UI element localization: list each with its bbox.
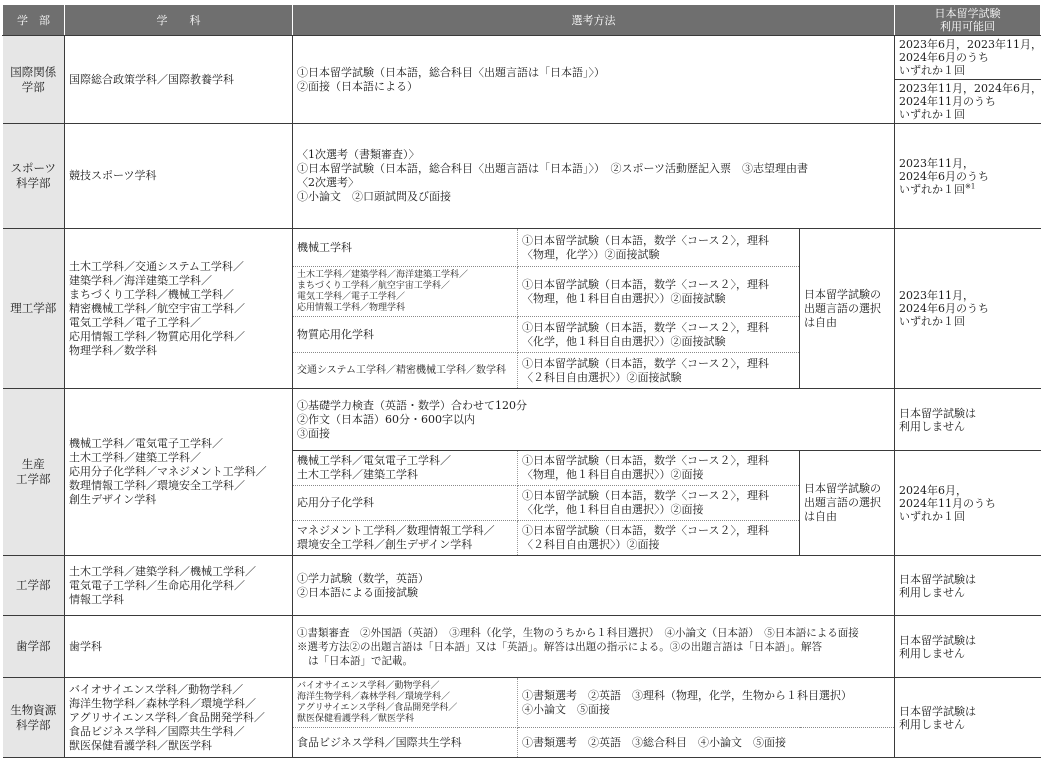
table-header-row — [3, 5, 1041, 36]
header-subjects: 学 科 — [65, 5, 293, 36]
sub-subject-line: 機械工学科 — [297, 240, 352, 254]
usage-line: 利用しません — [899, 419, 966, 433]
method-line: ①基礎学力検査（英語・数学）合わせて120分 — [297, 398, 527, 412]
usage-sports — [895, 124, 1041, 229]
sub-subject-line: バイオサイエンス学科／動物学科／ — [297, 680, 440, 691]
lang-line: 出題言語の選択 — [804, 496, 881, 509]
method-line: ①日本留学試験（日本語，数学〈コース２〉，理科 — [522, 524, 769, 537]
subject-line: 応用分子化学科／マネジメント工学科／ — [69, 465, 267, 478]
usage-line: いずれか１回 — [899, 315, 966, 328]
sub-subject-line: 土木工学科／建築工学科 — [297, 468, 418, 481]
subjects-shigaku: 歯学科 — [65, 616, 293, 678]
seibutsu-sub-subjects — [293, 678, 518, 728]
dept-seisan — [3, 389, 65, 556]
usage-line: いずれか１回 — [899, 64, 966, 77]
usage-kokusai-2 — [895, 80, 1041, 124]
riko-lang-note — [800, 229, 895, 389]
subject-line: 食品ビジネス学科／国際共生学科／ — [69, 724, 245, 738]
subjects-kokusai: 国際総合政策学科／国際教養学科 — [65, 36, 293, 124]
usage-line: 2023年6月，2023年11月， — [899, 38, 1042, 51]
method-line: 〈物理，他１科目自由選択〉）②面接試験 — [522, 291, 726, 305]
admissions-table — [2, 4, 1041, 758]
dept-sports — [3, 124, 65, 229]
usage-line: 2023年11月， — [899, 156, 975, 170]
method-line: ②日本語による面接試験 — [297, 585, 418, 599]
usage-text: いずれか１回 — [899, 182, 966, 196]
method-line: ④小論文 ⑤面接 — [522, 702, 610, 716]
dept-line: 学部 — [21, 79, 45, 94]
method-line: 〈２科目自由選択〉）②面接試験 — [522, 370, 682, 384]
sub-subject-line: 応用情報工学科／物理学科 — [297, 302, 406, 313]
usage-line: 2023年11月， — [899, 289, 975, 302]
sub-subject-line: 機械工学科／電気電子工学科／ — [297, 454, 451, 467]
sub-subject-line: 物質応用化学科 — [297, 327, 374, 341]
lang-line: 日本留学試験の — [804, 482, 881, 495]
dept-line: 生産 — [21, 457, 45, 471]
table-row — [3, 124, 1041, 229]
table-row — [3, 556, 1041, 616]
riko-sub-method — [518, 353, 800, 389]
usage-line: 日本留学試験は — [899, 633, 977, 647]
seibutsu-sub-method — [518, 678, 895, 728]
dept-seibutsu — [3, 678, 65, 758]
method-kokusai — [293, 36, 895, 124]
method-seisan-general — [293, 389, 895, 451]
usage-shigaku — [895, 616, 1041, 678]
seisan-sub-method — [518, 521, 800, 556]
subject-line: バイオサイエンス学科／動物学科／ — [69, 682, 244, 696]
sub-subject-line: アグリサイエンス学科／食品開発学科／ — [297, 702, 458, 713]
subject-line: 土木工学科／交通システム工学科／ — [69, 259, 244, 273]
sub-subject-line: 海洋生物学科／森林学科／環境学科／ — [297, 691, 451, 702]
method-line: ①書類選考 ②英語 ③総合科目 ④小論文 ⑤面接 — [522, 735, 786, 749]
seisan-sub-subjects — [293, 521, 518, 556]
method-line: 〈物理，他１科目自由選択〉）②面接 — [522, 468, 704, 481]
subject-line: 土木工学科／建築学科／機械工学科／ — [69, 564, 256, 578]
subject-line: 情報工学科 — [69, 592, 124, 606]
seibutsu-sub-method — [518, 728, 895, 758]
method-line: ①日本留学試験（日本語，数学〈コース２〉，理科 — [522, 454, 769, 467]
riko-sub-subjects — [293, 353, 518, 389]
sub-subject-line: 応用分子化学科 — [297, 496, 374, 509]
seisan-sub-method — [518, 486, 800, 521]
lang-line: は自由 — [804, 510, 837, 523]
subjects-riko — [65, 229, 293, 389]
header-dept: 学 部 — [3, 5, 65, 36]
subject-line: 土木工学科／建築工学科／ — [69, 451, 201, 464]
method-line: 〈化学，他１科目自由選択〉）②面接試験 — [522, 334, 726, 348]
subjects-kogaku — [65, 556, 293, 616]
method-sports — [293, 124, 895, 229]
usage-line: いずれか１回 — [899, 108, 966, 121]
usage-line: 利用しません — [899, 585, 966, 599]
method-line: 〈物理，化学〉）②面接試験 — [522, 247, 660, 261]
method-line: ※選考方法②の出題言語は「日本語」又は「英語」。解答は出題の指示による。③の出題言語は「日本語」。解答 — [297, 640, 822, 653]
riko-sub-method — [518, 317, 800, 353]
usage-line: 2024年6月のうち — [899, 169, 990, 183]
method-line: ③面接 — [297, 426, 330, 440]
riko-sub-subjects — [293, 229, 518, 267]
table-row — [3, 229, 1041, 267]
usage-kokusai-1 — [895, 36, 1041, 80]
method-line: 〈1次選考（書類審査）〉 — [297, 148, 420, 161]
seisan-sub-subjects — [293, 486, 518, 521]
usage-line: 日本留学試験は — [899, 406, 977, 420]
usage-line: 2024年11月のうち — [899, 496, 997, 510]
sub-subject-line: 交通システム工学科／精密機械工学科／数学科 — [297, 364, 506, 376]
method-line: ①書類審査 ②外国語（英語） ③理科（化学，生物のうちから１科目選択） ④小論文（日本語） ⑤日本語による面接 — [297, 626, 859, 639]
sub-subject-line: 土木工学科／建築学科／海洋建築工学科／ — [297, 269, 469, 280]
subject-line: 獣医保健看護学科／獣医学科 — [69, 738, 212, 752]
subject-line: 建築学科／海洋建築工学科／ — [69, 273, 212, 287]
dept-line: 科学部 — [16, 176, 51, 190]
subject-line: 数理情報工学科／環境安全工学科／ — [69, 479, 245, 492]
header-usage-line: 日本留学試験 — [934, 7, 1001, 20]
sub-subject-line: まちづくり工学科／航空宇宙工学科／ — [297, 280, 450, 291]
lang-line: は自由 — [804, 315, 837, 329]
subject-line: 創生デザイン学科 — [69, 493, 157, 506]
method-line: ①日本留学試験（日本語，総合科目〈出題言語は「日本語」〉） ②スポーツ活動歴記入票 ③志望理由書 — [297, 162, 809, 175]
method-line: ①日本留学試験（日本語，総合科目〈出題言語は「日本語」〉） — [297, 65, 605, 79]
usage-line: 利用しません — [899, 717, 966, 731]
sub-subject-line: 獣医保健看護学科／獣医学科 — [297, 713, 415, 724]
dept-line: 工学部 — [16, 472, 51, 486]
table-row — [3, 678, 1041, 728]
usage-line: 日本留学試験は — [899, 572, 977, 586]
subject-line: まちづくり工学科／機械工学科／ — [69, 287, 234, 301]
subject-line: 精密機械工学科／航空宇宙工学科／ — [69, 301, 245, 315]
subject-line: 電気電子工学科／生命応用化学科／ — [69, 578, 245, 592]
sub-subject-line: 食品ビジネス学科／国際共生学科 — [297, 735, 462, 749]
sub-subject-line: 環境安全工学科／創生デザイン学科 — [297, 538, 473, 551]
method-line: ①日本留学試験（日本語，数学〈コース２〉，理科 — [522, 320, 769, 334]
usage-line: 2024年6月， — [899, 483, 968, 497]
method-line: ①日本留学試験（日本語，数学〈コース２〉，理科 — [522, 233, 769, 247]
method-line: 〈2次選考〉 — [297, 176, 359, 189]
method-line: 〈２科目自由選択〉）②面接 — [522, 538, 660, 551]
method-line: 〈化学，他１科目自由選択〉）②面接 — [522, 503, 704, 516]
dept-line: スポーツ — [10, 161, 57, 175]
subject-line: アグリサイエンス学科／食品開発学科／ — [69, 710, 265, 724]
usage-line: 利用しません — [899, 646, 966, 660]
header-usage-line: 利用可能回 — [940, 20, 996, 33]
header-usage — [895, 5, 1041, 36]
riko-sub-subjects — [293, 267, 518, 317]
method-note-line: は「日本語」で記載。 — [308, 654, 413, 667]
method-line: ①日本留学試験（日本語，数学〈コース２〉，理科 — [522, 489, 769, 502]
seisan-sub-method — [518, 451, 800, 486]
method-line: ①小論文 ②口頭試問及び面接 — [297, 190, 451, 203]
method-line: ②面接（日本語による） — [297, 79, 418, 93]
dept-shigaku: 歯学部 — [3, 616, 65, 678]
table-row — [3, 36, 1041, 80]
seibutsu-sub-subjects — [293, 728, 518, 758]
riko-sub-method — [518, 267, 800, 317]
seisan-lang-note — [800, 451, 895, 556]
subject-line: 機械工学科／電気電子工学科／ — [69, 437, 223, 450]
usage-line: 2024年11月のうち — [899, 95, 997, 108]
method-line: ①日本留学試験（日本語，数学〈コース２〉，理科 — [522, 277, 769, 291]
subject-line: 電気工学科／電子工学科／ — [69, 315, 201, 329]
usage-riko — [895, 229, 1041, 389]
lang-line: 日本留学試験の — [804, 287, 881, 301]
usage-line: 2024年6月のうち — [899, 51, 990, 64]
dept-riko: 理工学部 — [3, 229, 65, 389]
method-kogaku — [293, 556, 895, 616]
sub-subject-line: マネジメント工学科／数理情報工学科／ — [297, 524, 495, 537]
riko-sub-subjects — [293, 317, 518, 353]
usage-seibutsu — [895, 678, 1041, 758]
subjects-seisan — [65, 389, 293, 556]
header-method: 選考方法 — [293, 5, 895, 36]
subjects-seibutsu — [65, 678, 293, 758]
dept-line: 国際関係 — [10, 64, 57, 79]
subject-line: 海洋生物学科／森林学科／環境学科／ — [69, 696, 256, 710]
dept-line: 科学部 — [16, 717, 51, 732]
sub-subject-line: 電気工学科／電子工学科／ — [297, 291, 406, 302]
usage-line: 2024年6月のうち — [899, 302, 990, 315]
usage-line: いずれか１回 — [899, 509, 966, 523]
usage-line: 日本留学試験は — [899, 704, 977, 718]
method-line: ②作文（日本語）60分・600字以内 — [297, 412, 475, 426]
usage-line — [899, 183, 1037, 196]
dept-kokusai — [3, 36, 65, 124]
method-line: ①書類選考 ②英語 ③理科（物理，化学，生物から１科目選択） — [522, 688, 852, 702]
usage-seisan-general — [895, 389, 1041, 451]
usage-line: 2023年11月，2024年6月， — [899, 82, 1042, 95]
method-line: ①日本留学試験（日本語，数学〈コース２〉，理科 — [522, 356, 769, 370]
method-shigaku — [293, 616, 895, 678]
seisan-sub-subjects — [293, 451, 518, 486]
usage-kogaku — [895, 556, 1041, 616]
dept-kogaku: 工学部 — [3, 556, 65, 616]
dept-line: 生物資源 — [10, 702, 57, 717]
footnote-mark: ※1 — [965, 181, 976, 190]
riko-sub-method — [518, 229, 800, 267]
method-line: ①学力試験（数学，英語） — [297, 571, 429, 585]
subject-line: 物理学科／数学科 — [69, 343, 157, 357]
table-row — [3, 616, 1041, 678]
table-row — [3, 389, 1041, 451]
usage-seisan — [895, 451, 1041, 556]
lang-line: 出題言語の選択 — [804, 301, 881, 315]
subject-line: 応用情報工学科／物質応用化学科／ — [69, 329, 245, 343]
subjects-sports: 競技スポーツ学科 — [65, 124, 293, 229]
